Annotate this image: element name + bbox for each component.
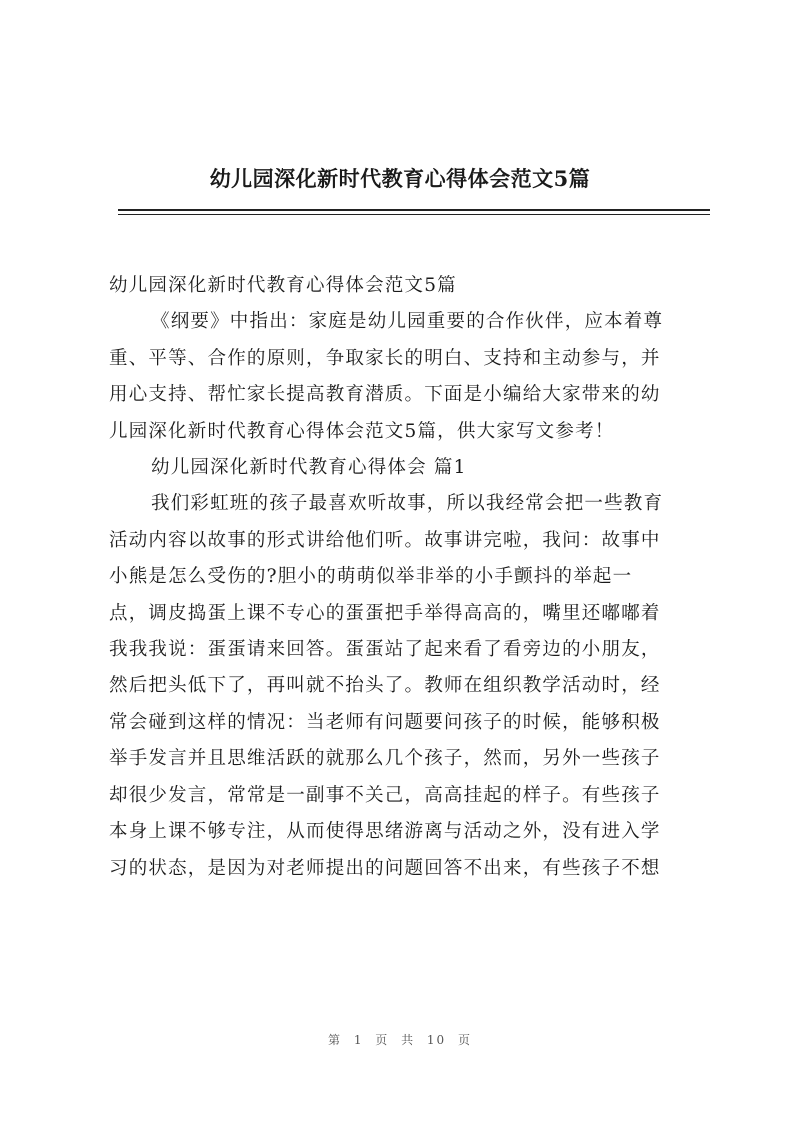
- text-line: 本身上课不够专注，从而使得思绪游离与活动之外，没有进入学: [109, 821, 661, 843]
- text-line: 点，调皮捣蛋上课不专心的蛋蛋把手举得高高的，嘴里还嘟嘟着: [109, 602, 661, 624]
- text-line: 幼儿园深化新时代教育心得体会 篇1: [151, 457, 467, 479]
- text-line: 却很少发言，常常是一副事不关己，高高挂起的样子。有些孩子: [109, 784, 661, 806]
- document-header-title: 幼儿园深化新时代教育心得体会范文5篇: [209, 166, 591, 191]
- text-line: 用心支持、帮忙家长提高教育潜质。下面是小编给大家带来的幼: [109, 384, 661, 406]
- text-line: 我们彩虹班的孩子最喜欢听故事，所以我经常会把一些教育: [151, 493, 664, 515]
- text-line: 习的状态，是因为对老师提出的问题回答不出来，有些孩子不想: [109, 857, 661, 879]
- header-divider-thin: [118, 214, 710, 215]
- text-line: 然后把头低下了，再叫就不抬头了。教师在组织教学活动时，经: [109, 675, 661, 697]
- text-line: 举手发言并且思维活跃的就那么几个孩子，然而，另外一些孩子: [109, 748, 661, 770]
- text-line: 小熊是怎么受伤的?胆小的萌萌似举非举的小手颤抖的举起一: [109, 566, 633, 588]
- text-line: 《纲要》中指出：家庭是幼儿园重要的合作伙伴，应本着尊: [151, 311, 664, 333]
- text-line: 活动内容以故事的形式讲给他们听。故事讲完啦，我问：故事中: [109, 529, 661, 551]
- text-line: 重、平等、合作的原则，争取家长的明白、支持和主动参与，并: [109, 347, 661, 369]
- document-body: [109, 268, 711, 887]
- page-footer: 第 1 页 共 10 页: [328, 1033, 472, 1047]
- header-divider-thick: [118, 209, 710, 211]
- text-line: 幼儿园深化新时代教育心得体会范文5篇: [109, 275, 457, 296]
- text-line: 常会碰到这样的情况：当老师有问题要问孩子的时候，能够积极: [109, 711, 661, 733]
- text-line: 我我我说：蛋蛋请来回答。蛋蛋站了起来看了看旁边的小朋友，: [109, 639, 661, 661]
- text-line: 儿园深化新时代教育心得体会范文5篇，供大家写文参考！: [109, 420, 615, 442]
